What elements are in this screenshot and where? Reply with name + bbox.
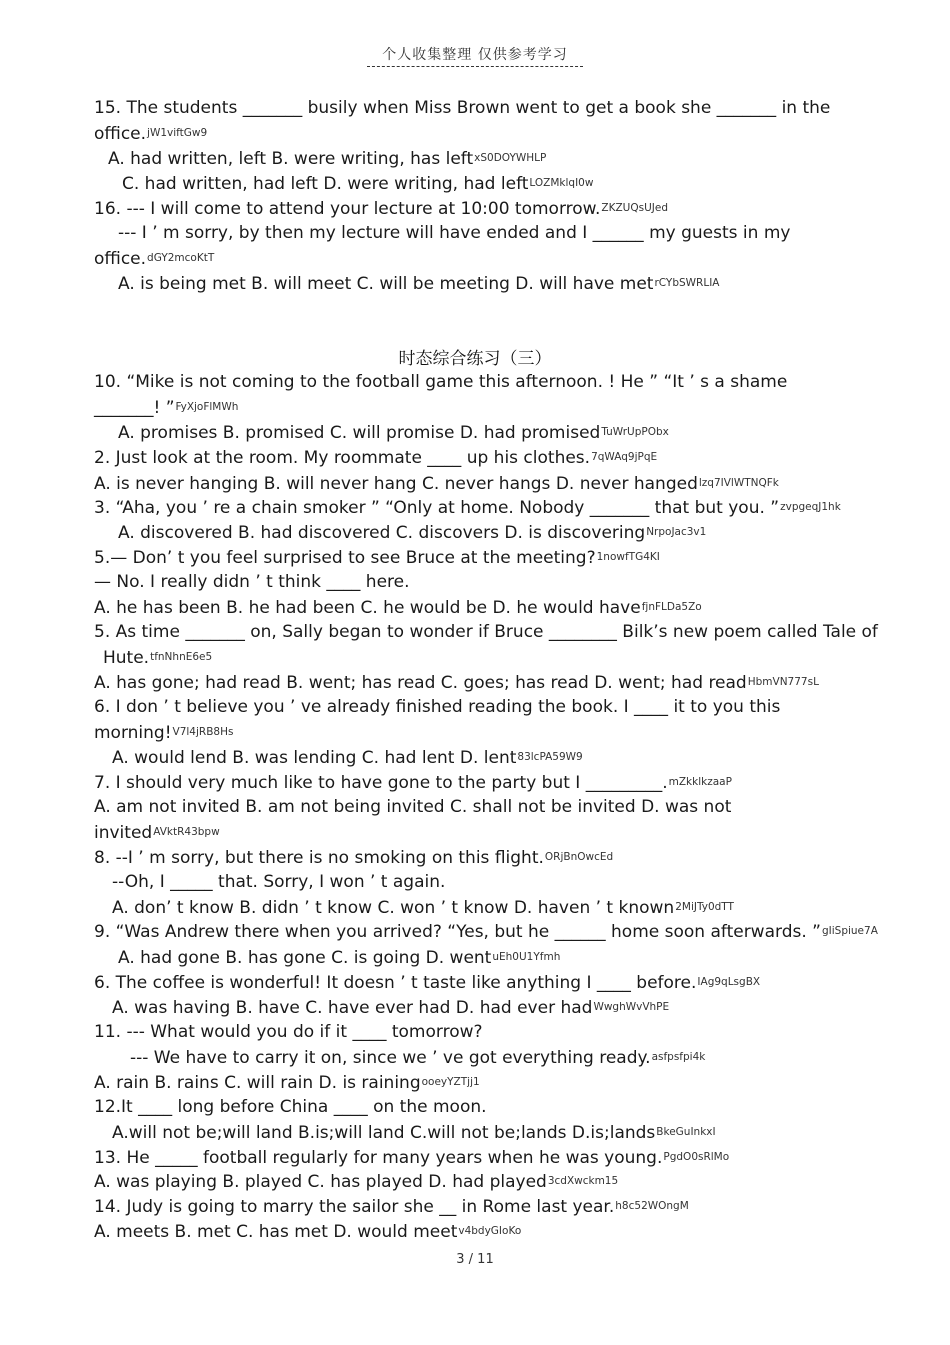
question-15-options-cd: C. had written, had left D. were writing, had leftLOZMklqI0w (122, 174, 594, 194)
question-8-options: A. don’ t know B. didn ’ t know C. won ’ t know D. haven ’ t known2MiJTy0dTT (112, 898, 734, 918)
question-7-cont: invitedAVktR43bpw (94, 823, 220, 843)
page-header (0, 44, 950, 64)
question-13-options: A. was playing B. played C. has played D. had played3cdXwckm15 (94, 1172, 619, 1192)
question-6b-options: A. was having B. have C. have ever had D. had ever hadWwghWvVhPE (112, 998, 670, 1018)
question-6a: 6. I don ’ t believe you ’ ve already finished reading the book. I ____ it to you this (94, 697, 781, 717)
question-7-options: A. am not invited B. am not being invited C. shall not be invited D. was not (94, 797, 732, 817)
question-16-options: A. is being met B. will meet C. will be meeting D. will have metrCYbSWRLIA (118, 274, 720, 294)
question-10: 10. “Mike is not coming to the football game this afternoon. ! He ” “It ’ s a shame (94, 372, 788, 392)
question-15-options-ab: A. had written, left B. were writing, has leftxS0DOYWHLP (108, 149, 547, 169)
question-12-options: A.will not be;will land B.is;will land C.will not be;lands D.is;landsBkeGuInkxI (112, 1123, 716, 1143)
question-11-options: A. rain B. rains C. will rain D. is rainingooeyYZTjj1 (94, 1073, 480, 1093)
question-5a: 5.— Don’ t you feel surprised to see Bruce at the meeting?1nowfTG4KI (94, 548, 660, 568)
question-3-options: A. discovered B. had discovered C. discovers D. is discoveringNrpoJac3v1 (118, 523, 707, 543)
question-11-reply: --- We have to carry it on, since we ’ ve got everything ready.asfpsfpi4k (130, 1048, 706, 1068)
question-8: 8. --I ’ m sorry, but there is no smoking on this flight.ORjBnOwcEd (94, 848, 614, 868)
question-10-cont: _______! ”FyXjoFlMWh (94, 398, 239, 418)
question-16-cont: office.dGY2mcoKtT (94, 249, 215, 269)
question-13: 13. He _____ football regularly for many years when he was young.PgdO0sRlMo (94, 1148, 730, 1168)
question-16-reply: --- I ’ m sorry, by then my lecture will have ended and I ______ my guests in my (118, 223, 791, 243)
question-11: 11. --- What would you do if it ____ tomorrow? (94, 1022, 483, 1042)
question-8-reply: --Oh, I _____ that. Sorry, I won ’ t again. (112, 872, 446, 892)
question-14-options: A. meets B. met C. has met D. would meetv4bdyGIoKo (94, 1222, 522, 1242)
page-number: 3 / 11 (456, 1252, 494, 1267)
question-2-options: A. is never hanging B. will never hang C. never hangs D. never hangedlzq7IVlWTNQFk (94, 474, 779, 494)
section-title: 时态综合练习（三） (398, 349, 552, 369)
header-text: 个人收集整理 仅供参考学习 (382, 47, 568, 63)
question-5a-reply: — No. I really didn ’ t think ____ here. (94, 572, 410, 592)
question-9: 9. “Was Andrew there when you arrived? “Yes, but he ______ home soon afterwards. ”gIiSpiue7A (94, 922, 878, 942)
question-6b: 6. The coffee is wonderful! It doesn ’ t taste like anything I ____ before.IAg9qLsgBX (94, 973, 761, 993)
question-16: 16. --- I will come to attend your lecture at 10:00 tomorrow.ZKZUQsUJed (94, 199, 669, 219)
question-5b-options: A. has gone; had read B. went; has read C. goes; has read D. went; had readHbmVN777sL (94, 673, 819, 693)
question-15: 15. The students _______ busily when Miss Brown went to get a book she _______ in the (94, 98, 831, 118)
question-2: 2. Just look at the room. My roommate ____ up his clothes.7qWAq9jPqE (94, 448, 658, 468)
question-7: 7. I should very much like to have gone to the party but I _________.mZkklkzaaP (94, 773, 732, 793)
question-15-cont: office.jW1viftGw9 (94, 124, 208, 144)
header-underline (367, 66, 583, 67)
question-5a-options: A. he has been B. he had been C. he would be D. he would havefjnFLDa5Zo (94, 598, 702, 618)
question-14: 14. Judy is going to marry the sailor she __ in Rome last year.h8c52WOngM (94, 1197, 689, 1217)
question-5b-cont: Hute.tfnNhnE6e5 (103, 648, 213, 668)
question-3: 3. “Aha, you ’ re a chain smoker ” “Only at home. Nobody _______ that but you. ”zvpgeqJ1hk (94, 498, 841, 518)
question-5b: 5. As time _______ on, Sally began to wonder if Bruce ________ Bilk’s new poem called Tale of (94, 622, 878, 642)
question-10-options: A. promises B. promised C. will promise D. had promisedTuWrUpPObx (118, 423, 669, 443)
question-6a-options: A. would lend B. was lending C. had lent D. lent83lcPA59W9 (112, 748, 583, 768)
question-9-options: A. had gone B. has gone C. is going D. wentuEh0U1Yfmh (118, 948, 561, 968)
question-12: 12.It ____ long before China ____ on the moon. (94, 1097, 487, 1117)
question-6a-cont: morning!V7l4jRB8Hs (94, 723, 234, 743)
